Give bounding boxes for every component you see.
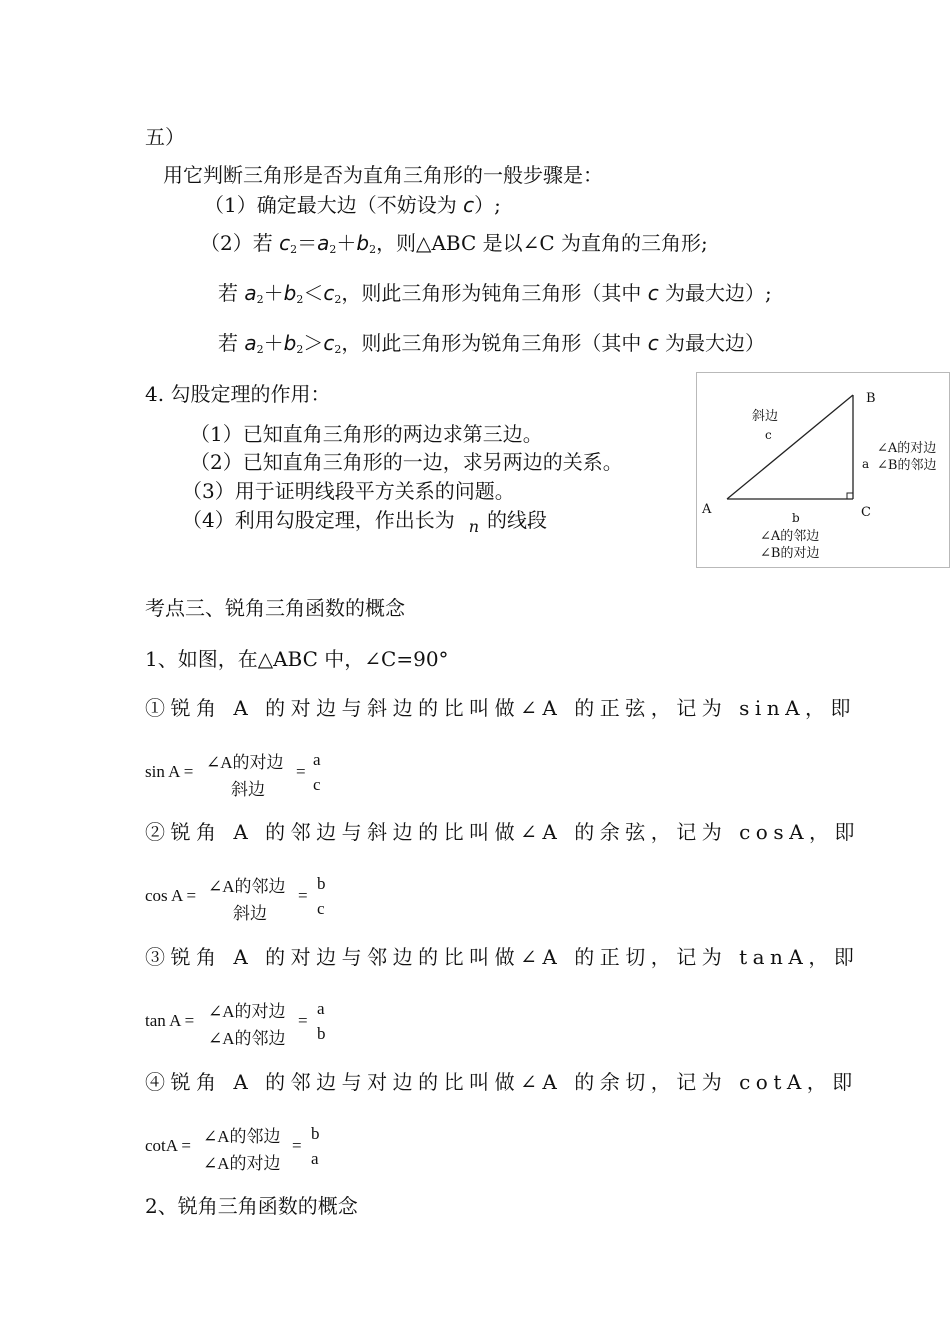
tangent-formula-denominator: ∠A的邻边	[208, 1029, 286, 1048]
right-triangle-figure	[696, 372, 950, 568]
cotangent-formula-lhs: cotA =	[145, 1136, 191, 1155]
hypotenuse-word: 斜边	[752, 409, 779, 424]
sine-formula-ratio-den: c	[313, 775, 321, 794]
cotangent-formula-ratio-num: b	[311, 1124, 320, 1143]
sine-formula-denominator: 斜边	[231, 780, 265, 799]
tangent-formula-equals: =	[298, 1011, 308, 1030]
section-three-item-2: 2、锐角三角函数的概念	[145, 1194, 358, 1218]
cosine-formula	[145, 872, 345, 922]
vertex-label-c: C	[861, 505, 871, 520]
cosine-formula-denominator: 斜边	[233, 904, 267, 923]
cosine-formula-numerator: ∠A的邻边	[208, 877, 286, 896]
pythagoras-use-2: （2）已知直角三角形的一边，求另两边的关系。	[190, 450, 623, 474]
tangent-formula	[145, 997, 345, 1047]
adjacent-note-1: ∠A的邻边	[760, 529, 820, 544]
criteria-obtuse: 若 $a_2+b_2<c_2$，则此三角形为钝角三角形（其中 c 为最大边）;	[218, 281, 772, 306]
tangent-formula-lhs: tan A =	[145, 1011, 195, 1030]
opposite-note-2: ∠B的邻边	[877, 458, 937, 473]
section-three-heading: 考点三、锐角三角函数的概念	[145, 596, 405, 620]
hypotenuse-letter: c	[765, 428, 772, 442]
criteria-step-1: （1）确定最大边（不妨设为 c）;	[204, 193, 501, 217]
right-angle-mark	[847, 493, 853, 499]
adjacent-note-2: ∠B的对边	[760, 546, 820, 561]
hypotenuse-line	[727, 395, 853, 499]
cotangent-formula	[145, 1122, 345, 1172]
cosine-formula-ratio-den: c	[317, 899, 325, 918]
pythagoras-use-3: （3）用于证明线段平方关系的问题。	[182, 479, 515, 503]
pythagoras-use-1: （1）已知直角三角形的两边求第三边。	[190, 422, 543, 446]
sine-formula-numerator: ∠A的对边	[206, 753, 284, 772]
tangent-definition: ③锐角 A 的对边与邻边的比叫做∠A 的正切，记为 tanA，即	[145, 945, 860, 969]
vertex-label-a: A	[702, 502, 712, 517]
cotangent-formula-numerator: ∠A的邻边	[203, 1127, 281, 1146]
cotangent-formula-denominator: ∠A的对边	[203, 1154, 281, 1173]
criteria-acute: 若 $a_2+b_2>c_2$，则此三角形为锐角三角形（其中 c 为最大边）	[218, 331, 766, 356]
tangent-formula-ratio-den: b	[317, 1024, 326, 1043]
sine-formula-lhs: sin A =	[145, 762, 194, 781]
cosine-definition: ②锐角 A 的邻边与斜边的比叫做∠A 的余弦，记为 cosA，即	[145, 820, 861, 844]
pythagoras-uses-title: 4. 勾股定理的作用：	[145, 382, 331, 406]
cosine-formula-equals: =	[298, 886, 308, 905]
sine-formula-ratio-num: a	[313, 750, 321, 769]
sine-formula	[145, 748, 345, 798]
opposite-note-1: ∠A的对边	[877, 441, 937, 456]
cosine-formula-ratio-num: b	[317, 874, 326, 893]
cotangent-definition: ④锐角 A 的邻边与对边的比叫做∠A 的余切，记为 cotA，即	[145, 1070, 858, 1094]
adjacent-letter: b	[792, 511, 800, 525]
criteria-step-2: （2）若 $c_2=a_2+b_2$，则△ABC 是以∠C 为直角的三角形;	[200, 231, 708, 256]
pythagoras-use-4: （4）利用勾股定理，作出长为 $_n$ 的线段	[182, 508, 548, 536]
criteria-intro: 用它判断三角形是否为直角三角形的一般步骤是：	[163, 163, 603, 187]
sine-formula-equals: =	[296, 762, 306, 781]
section-five-heading: 五）	[145, 125, 185, 149]
cotangent-formula-ratio-den: a	[311, 1149, 319, 1168]
tangent-formula-numerator: ∠A的对边	[208, 1002, 286, 1021]
tangent-formula-ratio-num: a	[317, 999, 325, 1018]
definition-setup: 1、如图，在△ABC 中，∠C=90°	[145, 647, 449, 671]
opposite-letter: a	[862, 457, 870, 471]
sine-definition: ①锐角 A 的对边与斜边的比叫做∠A 的正弦，记为 sinA，即	[145, 696, 857, 720]
cotangent-formula-equals: =	[292, 1136, 302, 1155]
vertex-label-b: B	[866, 391, 876, 406]
cosine-formula-lhs: cos A =	[145, 886, 197, 905]
